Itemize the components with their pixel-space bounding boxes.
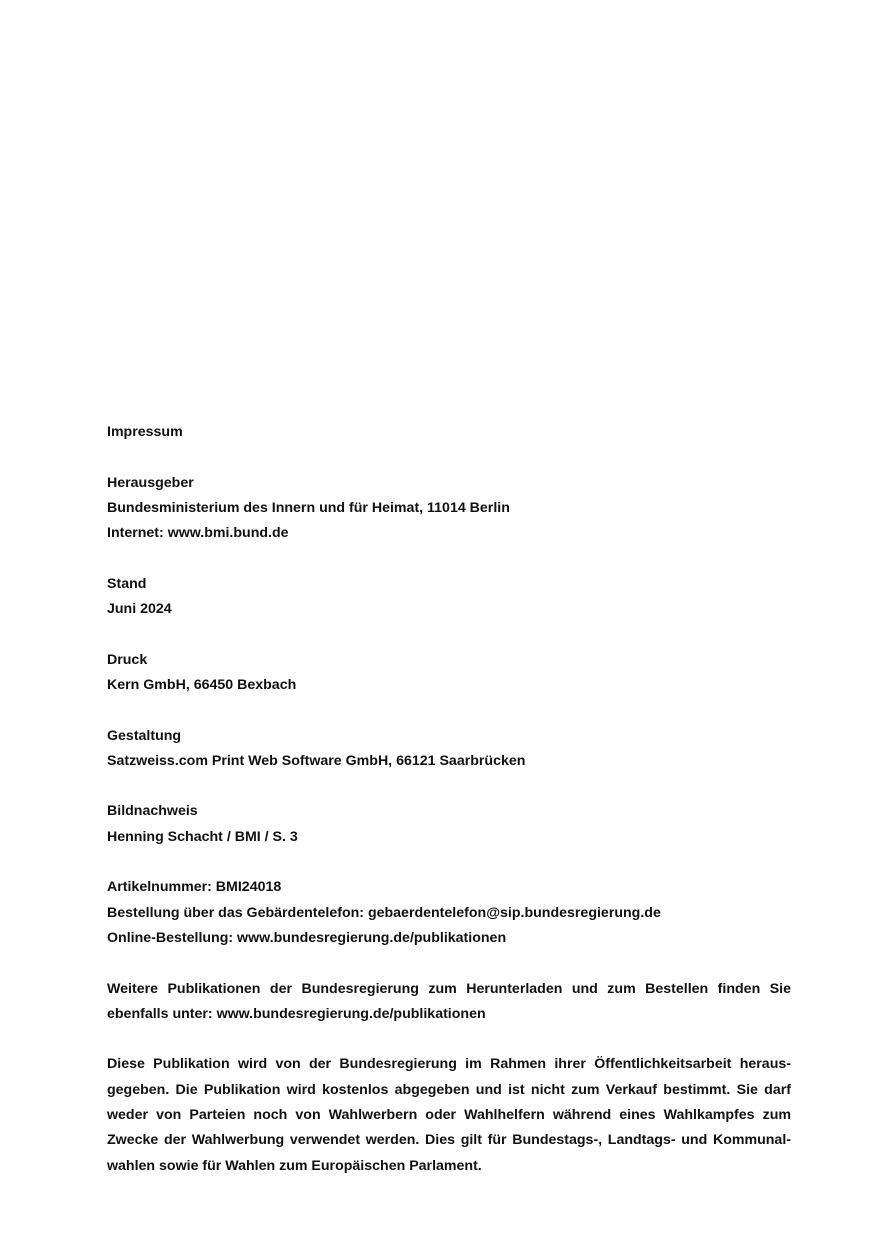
weitere-publikationen-section: [107, 977, 791, 1028]
gestaltung-heading: Gestaltung: [107, 727, 182, 744]
weitere-publikationen-text: Weitere Publikationen der Bundesregierung zum Herunterladen und zum Bestellen finden Sie ebenfalls unter: www.bundesregierung.de/publikationen: [107, 980, 791, 1022]
herausgeber-heading: Herausgeber: [107, 474, 194, 491]
hinweis-text: Diese Publikation wird von der Bundesregierung im Rahmen ihrer Öffentlichkeitsarbeit herausgegeben. Die Publikation wird kostenlos abgegeben und ist nicht zum Verkauf bestimmt. Sie darf weder von Parteien noch von Wahlwerbern oder Wahlhelfern während eines Wahlkampfes zum Zwecke der Wahlwerbung verwendet werden. Dies gilt für Bundestags-, Landtags- und Kommunalwahlen sowie für Wahlen zum Europäischen Parlament.: [107, 1056, 791, 1174]
bildnachweis-heading: Bildnachweis: [107, 803, 198, 820]
herausgeber-address: Bundesministerium des Innern und für Heimat, 11014 Berlin: [107, 499, 510, 516]
artikelnummer: Artikelnummer: BMI24018: [107, 879, 282, 896]
herausgeber-internet: Internet: www.bmi.bund.de: [107, 525, 289, 542]
stand-value: Juni 2024: [107, 601, 172, 618]
gebaerdentelefon-bestellung: Bestellung über das Gebärdentelefon: gebaerdentelefon@sip.bundesregierung.de: [107, 904, 661, 921]
bildnachweis-section: [107, 799, 791, 850]
stand-heading: Stand: [107, 575, 147, 592]
herausgeber-section: [107, 471, 791, 547]
hinweis-section: [107, 1052, 791, 1178]
gestaltung-section: [107, 724, 791, 775]
impressum-title: Impressum: [107, 424, 183, 440]
impressum-title-section: [107, 420, 791, 445]
bestellung-section: [107, 875, 791, 951]
druck-value: Kern GmbH, 66450 Bexbach: [107, 676, 297, 693]
druck-heading: Druck: [107, 651, 148, 668]
bildnachweis-value: Henning Schacht / BMI / S. 3: [107, 828, 298, 845]
impressum-block: [107, 420, 791, 1204]
stand-section: [107, 572, 791, 623]
gestaltung-value: Satzweiss.com Print Web Software GmbH, 66121 Saarbrücken: [107, 752, 526, 769]
druck-section: [107, 648, 791, 699]
online-bestellung: Online-Bestellung: www.bundesregierung.de/publikationen: [107, 929, 507, 946]
